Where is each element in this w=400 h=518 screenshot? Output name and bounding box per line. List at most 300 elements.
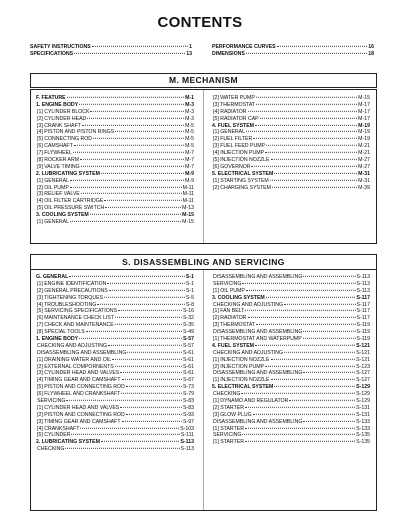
dot-leader (79, 104, 184, 105)
toc-entry[interactable] (36, 315, 194, 322)
toc-entry-page: S-1 (185, 287, 194, 294)
toc-entry[interactable] (36, 412, 194, 419)
toc-entry[interactable] (36, 398, 194, 405)
toc-entry-page: S-5 (185, 294, 194, 301)
toc-entry-label: [4] OIL FILTER CARTRIDGE (37, 198, 104, 205)
toc-entry[interactable] (36, 370, 194, 377)
dot-leader (271, 358, 356, 359)
toc-entry-page: S-1 (185, 280, 194, 287)
toc-entry-page: M-5 (185, 136, 194, 143)
toc-entry-label: [4] TIMING GEAR AND CAMSHAFT (37, 377, 121, 384)
toc-entry-page: S-61 (183, 370, 194, 377)
toc-entry[interactable] (36, 157, 194, 164)
dot-leader (271, 379, 356, 380)
toc-entry-page: M-21 (358, 150, 370, 157)
toc-entry[interactable] (212, 150, 370, 157)
dot-leader (256, 104, 357, 105)
servicing-section (30, 269, 377, 511)
toc-entry-page: S-8 (185, 301, 194, 308)
toc-entry-page: S-83 (183, 398, 194, 405)
toc-entry[interactable] (36, 350, 194, 357)
dot-leader (253, 138, 357, 139)
toc-entry[interactable] (36, 185, 194, 192)
dot-leader (277, 46, 368, 47)
toc-entry[interactable] (212, 109, 370, 116)
dot-leader (81, 193, 182, 194)
toc-entry-page: M-15 (358, 95, 370, 101)
dot-leader (256, 324, 355, 325)
toc-entry-page: S-113 (356, 287, 370, 294)
toc-entry-label: CHECKING AND ADJUSTING (37, 342, 108, 349)
toc-entry[interactable] (36, 123, 194, 130)
toc-entry-label: [3] THERMOSTAT (213, 322, 256, 329)
toc-entry[interactable] (36, 171, 194, 178)
toc-entry[interactable] (36, 439, 194, 446)
toc-entry-page: S-117 (356, 294, 370, 301)
toc-entry-page: M-15 (182, 212, 194, 219)
toc-entry-label: DISASSEMBLING AND ASSEMBLING (213, 370, 303, 377)
toc-entry-label: [1] CYLINDER BLOCK (37, 108, 90, 115)
toc-entry-page: S-119 (356, 322, 370, 329)
toc-entry[interactable] (212, 391, 370, 398)
toc-entry-label: PERFORMANCE CURVES (212, 44, 276, 50)
toc-entry-label: [6] FLYWHEEL AND CRANKSHAFT (37, 391, 121, 398)
toc-entry[interactable] (212, 51, 374, 58)
dot-leader (126, 386, 182, 387)
toc-entry[interactable] (36, 191, 194, 198)
dot-leader (109, 290, 185, 291)
toc-entry-page: S-83 (183, 404, 194, 411)
dot-leader (303, 331, 355, 332)
toc-entry[interactable] (36, 329, 194, 336)
toc-entry[interactable] (36, 116, 194, 123)
toc-entry[interactable] (212, 439, 370, 446)
servicing-section-header: S. DISASSEMBLING AND SERVICING (30, 254, 377, 270)
toc-entry-label: SERVICING (37, 398, 66, 405)
toc-entry[interactable] (212, 185, 370, 192)
dot-leader (92, 46, 188, 47)
toc-entry-label: 5. ELECTRICAL SYSTEM (212, 384, 274, 391)
mechanism-section (30, 89, 377, 244)
toc-entry[interactable] (36, 336, 194, 343)
dot-leader (70, 221, 181, 222)
toc-entry-label: [3] TIGHTENING TORQUES (37, 294, 104, 301)
toc-entry[interactable] (36, 432, 194, 439)
toc-entry-page: S-97 (183, 418, 194, 425)
dot-leader (251, 166, 357, 167)
dot-leader (266, 145, 357, 146)
toc-entry[interactable] (212, 329, 370, 336)
toc-entry-label: [3] CYLINDER HEAD AND VALVES (37, 370, 120, 377)
toc-entry[interactable] (212, 123, 370, 130)
toc-entry-page: M-19 (358, 136, 370, 143)
toc-entry-label: [1] FAN BELT (213, 308, 245, 315)
toc-entry[interactable] (36, 143, 194, 150)
toc-entry-label: [5] OIL PRESSURE SWITCH (37, 205, 105, 212)
dot-leader (242, 434, 355, 435)
toc-entry-label: CHECKING AND ADJUSTING (213, 301, 284, 308)
toc-entry[interactable] (212, 95, 370, 102)
toc-entry[interactable] (36, 343, 194, 350)
toc-entry-label: [3] CRANK SHAFT (37, 122, 81, 129)
dot-leader (80, 427, 179, 428)
toc-entry[interactable] (36, 295, 194, 302)
toc-entry[interactable] (212, 364, 370, 371)
toc-entry-page: M-7 (185, 163, 194, 170)
toc-entry-label: [6] CAMSHAFT (37, 143, 73, 150)
toc-entry-label: [2] WATER PUMP (213, 95, 255, 101)
toc-entry-page: S-113 (180, 439, 194, 446)
toc-entry-page: S-123 (356, 363, 370, 370)
toc-entry-label: [1] GENERAL (37, 177, 70, 184)
dot-leader (70, 179, 184, 180)
toc-entry-label: 4. FUEL SYSTEM (212, 342, 254, 349)
toc-entry-label: [2] STARTER (213, 404, 244, 411)
toc-entry-label: [5] CONNECTING ROD (37, 136, 93, 143)
toc-entry-label: [2] FUEL FILTER (213, 136, 253, 143)
toc-entry-label: 3. COOLING SYSTEM (36, 212, 89, 219)
dot-leader (90, 111, 184, 112)
toc-entry[interactable] (212, 157, 370, 164)
toc-entry[interactable] (212, 343, 370, 350)
toc-entry-label: [5] PISTON AND CONNECTING ROD (37, 384, 125, 391)
dot-leader (66, 400, 182, 401)
toc-entry-label: [4] CRANKSHAFT (37, 425, 80, 432)
toc-entry[interactable] (212, 129, 370, 136)
toc-entry[interactable] (36, 129, 194, 136)
toc-entry[interactable] (212, 308, 370, 315)
toc-entry-page: 13 (186, 50, 192, 57)
toc-entry[interactable] (212, 102, 370, 109)
toc-entry-label: 1. ENGINE BODY (36, 101, 79, 108)
toc-entry[interactable] (212, 171, 370, 178)
toc-entry-page: S-117 (356, 301, 370, 308)
toc-entry[interactable] (36, 198, 194, 205)
toc-entry-label: [2] PISTON AND CONNECTING ROD (37, 411, 125, 418)
toc-entry[interactable] (36, 205, 194, 212)
dot-leader (289, 400, 355, 401)
toc-entry-page: 16 (368, 44, 374, 50)
toc-entry-label: [3] TIMING GEAR AND CAMSHAFT (37, 418, 121, 425)
toc-entry-label: [3] RELIEF VALVE (37, 191, 80, 198)
toc-entry[interactable] (36, 384, 194, 391)
toc-entry[interactable] (36, 178, 194, 185)
toc-entry-page: S-61 (183, 356, 194, 363)
toc-entry-page: M-17 (358, 115, 370, 122)
toc-entry[interactable] (212, 136, 370, 143)
dot-leader (245, 310, 355, 311)
toc-entry[interactable] (36, 322, 194, 329)
dot-leader (93, 138, 184, 139)
dot-leader (245, 441, 355, 442)
toc-entry-page: S-113 (180, 446, 194, 453)
dot-leader (272, 186, 357, 187)
toc-entry[interactable] (212, 295, 370, 302)
dot-leader (120, 372, 182, 373)
toc-entry-page: M-3 (185, 101, 194, 108)
dot-leader (255, 345, 355, 346)
toc-entry-page: S-67 (183, 377, 194, 384)
toc-entry-page: S-16 (183, 308, 194, 315)
toc-entry[interactable] (36, 357, 194, 364)
toc-entry[interactable] (212, 419, 370, 426)
toc-entry-label: [3] GLOW PLUG (213, 411, 252, 418)
toc-entry-label: [8] ROCKER ARM (37, 157, 80, 164)
toc-entry-page: M-7 (185, 157, 194, 164)
toc-entry-label: SAFETY INSTRUCTIONS (30, 44, 91, 50)
toc-entry[interactable] (212, 350, 370, 357)
toc-entry-page: M-31 (358, 177, 370, 184)
dot-leader (112, 358, 182, 359)
toc-entry-label: DISASSEMBLING AND ASSEMBLING (213, 418, 303, 425)
toc-entry[interactable] (36, 212, 194, 219)
toc-entry-label: DISASSEMBLING AND ASSEMBLING (37, 349, 127, 356)
toc-entry-page: M-9 (185, 177, 194, 184)
toc-entry-page: S-133 (356, 425, 370, 432)
toc-entry-label: SERVICING (213, 280, 242, 287)
dot-leader (71, 434, 179, 435)
toc-entry-label: [1] OIL PUMP (213, 287, 245, 294)
toc-entry[interactable] (36, 364, 194, 371)
toc-entry[interactable] (36, 419, 194, 426)
toc-entry-page: S-129 (356, 398, 370, 405)
toc-entry-label: [1] DRAINING WATER AND OIL (37, 356, 112, 363)
toc-entry[interactable] (36, 219, 194, 226)
dot-leader (65, 448, 179, 449)
toc-entry-page: M-27 (358, 163, 370, 170)
toc-entry-page: S-129 (356, 384, 370, 391)
dot-leader (107, 283, 185, 284)
toc-entry-label: [3] THERMOSTAT (213, 101, 256, 108)
dot-leader (105, 207, 181, 208)
toc-entry-label: [2] OIL PUMP (37, 184, 69, 191)
toc-entry-page: S-135 (356, 439, 370, 446)
toc-entry-label: [1] STARTER (213, 439, 244, 446)
toc-entry-page: S-131 (356, 404, 370, 411)
dot-leader (256, 97, 357, 98)
toc-entry[interactable] (212, 412, 370, 419)
toc-entry-page: S-49 (183, 329, 194, 336)
dot-leader (115, 324, 182, 325)
toc-entry[interactable] (212, 398, 370, 405)
toc-entry-page: S-103 (180, 425, 194, 432)
toc-entry[interactable] (212, 143, 370, 150)
toc-entry-page: S-133 (356, 418, 370, 425)
toc-entry-page: S-57 (183, 336, 194, 343)
toc-entry-label: [2] CHARGING SYSTEM (213, 184, 271, 191)
toc-entry-label: [1] INJECTION NOZZLE (213, 377, 270, 384)
toc-entry-page: S-121 (356, 342, 370, 349)
toc-entry[interactable] (212, 336, 370, 343)
dot-leader (115, 365, 182, 366)
toc-entry[interactable] (36, 274, 194, 281)
toc-entry[interactable] (212, 116, 370, 123)
dot-leader (241, 393, 355, 394)
servicing-right-column (212, 274, 370, 446)
toc-entry-label: CHECKING AND ADJUSTING (213, 349, 284, 356)
toc-entry-page: M-11 (182, 198, 194, 205)
toc-entry-page: M-21 (358, 143, 370, 150)
toc-entry[interactable] (36, 95, 194, 102)
dot-leader (104, 200, 181, 201)
toc-entry-label: [6] GOVERNOR (213, 163, 251, 170)
dot-leader (248, 111, 358, 112)
toc-entry[interactable] (36, 405, 194, 412)
toc-entry-page: S-73 (183, 384, 194, 391)
dot-leader (108, 345, 182, 346)
toc-entry-label: [2] RADIATOR (213, 315, 247, 322)
dot-leader (284, 303, 355, 304)
toc-entry-page: M-5 (185, 122, 194, 129)
toc-entry[interactable] (212, 384, 370, 391)
toc-entry-page: M-31 (358, 170, 370, 177)
toc-entry-page: S-127 (356, 377, 370, 384)
toc-entry-label: SPECIFICATIONS (30, 50, 74, 57)
dot-leader (82, 124, 184, 125)
toc-entry[interactable] (36, 391, 194, 398)
toc-entry[interactable] (36, 281, 194, 288)
toc-entry-label: [2] INJECTION PUMP (213, 363, 265, 370)
dot-leader (97, 303, 185, 304)
toc-entry[interactable] (36, 102, 194, 109)
toc-entry[interactable] (212, 302, 370, 309)
top-toc-left (30, 44, 192, 58)
toc-entry[interactable] (212, 370, 370, 377)
toc-entry-page: M-3 (185, 108, 194, 115)
toc-entry-page: S-121 (356, 349, 370, 356)
dot-leader (81, 166, 184, 167)
toc-entry-label: [2] EXTERNAL COMPORNENTS (37, 363, 114, 370)
toc-entry-label: [4] RADIATOR (213, 108, 247, 115)
toc-entry-label: [6] MAINTENANCE CHECK LIST (37, 315, 114, 322)
toc-entry-label: [7] FLYWHEEL (37, 150, 72, 157)
toc-entry-page: S-113 (356, 280, 370, 287)
toc-entry[interactable] (212, 164, 370, 171)
toc-entry-page: 1 (189, 44, 192, 50)
toc-entry[interactable] (212, 432, 370, 439)
toc-entry[interactable] (212, 281, 370, 288)
toc-entry-page: S-61 (183, 349, 194, 356)
dot-leader (260, 117, 358, 118)
toc-entry[interactable] (212, 322, 370, 329)
column-divider (203, 90, 204, 243)
dot-leader (67, 97, 184, 98)
toc-entry[interactable] (36, 426, 194, 433)
toc-entry[interactable] (36, 164, 194, 171)
dot-leader (271, 159, 358, 160)
toc-entry-label: [4] TROUBLESHOOTING (37, 301, 97, 308)
toc-entry-label: [1] DYNAMO AND REGULATOR (213, 398, 289, 405)
toc-entry-page: M-11 (182, 191, 194, 198)
dot-leader (266, 296, 356, 297)
toc-entry-label: [1] INJECTION NOZZLE (213, 356, 270, 363)
toc-entry[interactable] (30, 44, 192, 51)
dot-leader (246, 290, 356, 291)
toc-entry[interactable] (212, 288, 370, 295)
dot-leader (70, 186, 182, 187)
toc-entry[interactable] (212, 274, 370, 281)
dot-leader (265, 152, 357, 153)
toc-entry-page: M-7 (185, 150, 194, 157)
toc-entry-label: DISASSEMBLING AND ASSEMBLING (213, 274, 303, 280)
toc-entry-page: M-13 (182, 205, 194, 212)
toc-entry[interactable] (36, 109, 194, 116)
dot-leader (246, 53, 367, 54)
toc-entry[interactable] (212, 44, 374, 51)
toc-entry[interactable] (36, 288, 194, 295)
toc-entry-page: S-32 (183, 315, 194, 322)
dot-leader (80, 159, 184, 160)
toc-entry[interactable] (212, 426, 370, 433)
toc-entry-label: [5] SERVICING SPECIFICATIONS (37, 308, 117, 315)
toc-entry-page: S-117 (356, 308, 370, 315)
toc-entry-page: S-117 (356, 315, 370, 322)
dot-leader (122, 379, 183, 380)
toc-entry[interactable] (36, 446, 194, 453)
dot-leader (303, 338, 356, 339)
dot-leader (73, 152, 184, 153)
toc-entry-label: 2. LUBRICATING SYSTEM (36, 170, 100, 177)
toc-entry[interactable] (36, 308, 194, 315)
toc-entry-label: F. FEATURE (36, 95, 66, 101)
toc-entry-page: S-135 (356, 432, 370, 439)
toc-entry[interactable] (36, 136, 194, 143)
toc-entry[interactable] (36, 377, 194, 384)
dot-leader (265, 365, 355, 366)
toc-entry-page: M-39 (358, 184, 370, 191)
toc-entry-label: SERVICING (213, 432, 242, 439)
toc-entry-page: S-93 (183, 411, 194, 418)
toc-entry-page: S-113 (356, 274, 370, 280)
toc-entry-page: M-9 (185, 170, 194, 177)
toc-entry-label: CHECKING (37, 446, 65, 453)
dot-leader (248, 317, 356, 318)
toc-entry[interactable] (212, 405, 370, 412)
toc-entry-page: M-19 (358, 122, 370, 129)
dot-leader (69, 276, 185, 277)
toc-entry-label: CHECKING (213, 391, 241, 398)
toc-entry[interactable] (30, 51, 192, 58)
dot-leader (245, 427, 355, 428)
toc-entry[interactable] (212, 315, 370, 322)
dot-leader (74, 145, 184, 146)
toc-entry-label: 4. FUEL SYSTEM (212, 122, 254, 129)
toc-entry-page: M-15 (182, 219, 194, 226)
dot-leader (246, 131, 357, 132)
toc-entry[interactable] (212, 357, 370, 364)
toc-entry[interactable] (36, 302, 194, 309)
dot-leader (303, 372, 355, 373)
toc-entry-page: S-119 (356, 336, 370, 343)
toc-entry-label: [1] GENERAL (37, 219, 70, 226)
top-toc-right (212, 44, 374, 58)
toc-entry-page: S-79 (183, 391, 194, 398)
toc-entry[interactable] (36, 150, 194, 157)
dot-leader (242, 283, 355, 284)
toc-entry-page: M-1 (185, 95, 194, 101)
toc-entry-page: M-17 (358, 101, 370, 108)
dot-leader (120, 407, 182, 408)
toc-entry-page: M-27 (358, 157, 370, 164)
dot-leader (284, 352, 355, 353)
toc-entry-label: DISASSEMBLING AND ASSEMBLING (213, 329, 303, 336)
dot-leader (274, 386, 355, 387)
dot-leader (255, 124, 357, 125)
toc-entry-label: [2] CYLINDER HEAD (37, 115, 87, 122)
toc-entry[interactable] (212, 377, 370, 384)
dot-leader (122, 421, 183, 422)
toc-entry[interactable] (212, 178, 370, 185)
